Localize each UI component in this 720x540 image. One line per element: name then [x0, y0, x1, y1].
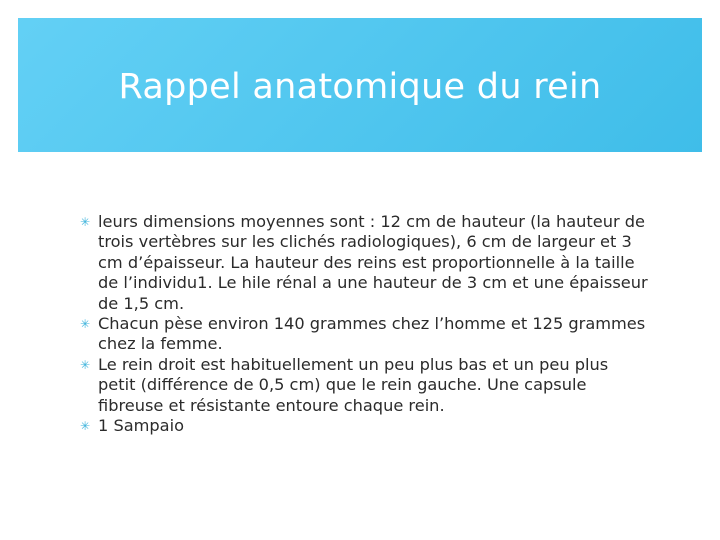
asterisk-icon: ✳: [79, 357, 91, 372]
bullet-item: [78, 314, 648, 355]
bullet-text: 1 Sampaio: [98, 416, 185, 436]
title-banner: [18, 18, 702, 152]
bullet-text: Le rein droit est habituellement un peu plus bas et un peu plus petit (différence de 0,5 cm) que le rein gauche. Une capsule fibreuse et résistante entoure chaque rein.: [98, 354, 609, 415]
bullet-item: [78, 355, 648, 416]
asterisk-icon: ✳: [79, 317, 91, 332]
bullet-text: leurs dimensions moyennes sont : 12 cm de hauteur (la hauteur de trois vertèbres sur les clichés radiologiques), 6 cm de largeur et 3 cm d’épaisseur. La hauteur des reins est proportionnelle à la taille de l’individu1. Le hile rénal a une hauteur de 3 cm et une épaisseur de 1,5 cm.: [98, 212, 648, 313]
asterisk-icon: ✳: [79, 419, 91, 434]
bullet-list: [78, 212, 648, 436]
asterisk-icon: ✳: [79, 215, 91, 229]
slide-title: Rappel anatomique du rein: [118, 67, 602, 107]
bullet-text: Chacun pèse environ 140 grammes chez l’homme et 125 grammes chez la femme.: [98, 314, 646, 354]
bullet-item: [78, 416, 648, 436]
bullet-item: [78, 212, 648, 314]
